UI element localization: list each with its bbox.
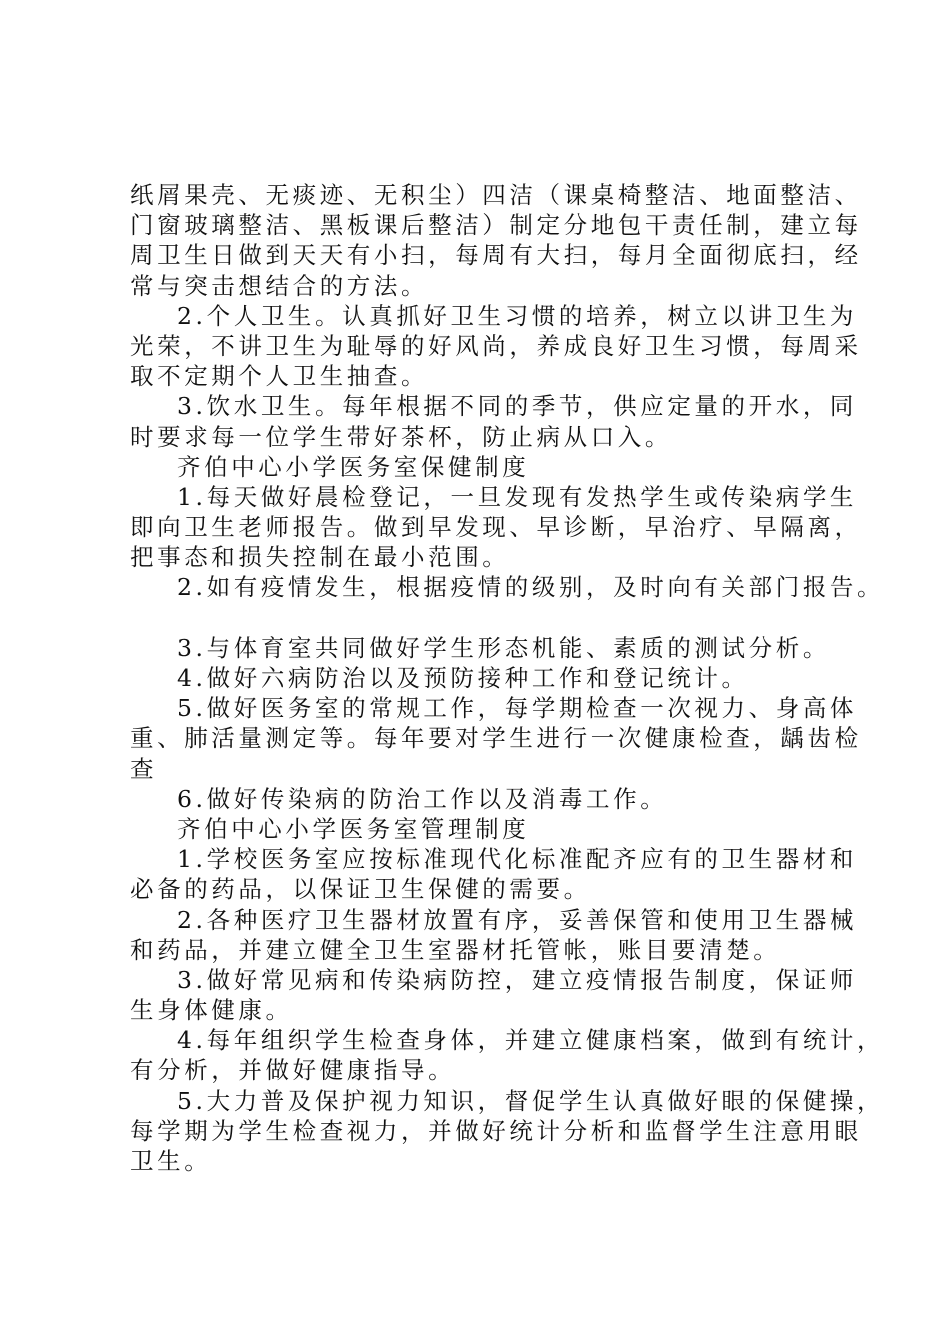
text-line: 取不定期个人卫生抽查。 bbox=[130, 362, 429, 391]
text-line: 周卫生日做到天天有小扫，每周有大扫，每月全面彻底扫，经 bbox=[130, 241, 862, 270]
text-line: 纸屑果壳、无痰迹、无积尘）四洁（课桌椅整洁、地面整洁、 bbox=[130, 181, 862, 209]
paragraph-first-line: 4.每年组织学生检查身体，并建立健康档案，做到有统计， bbox=[177, 1026, 885, 1055]
paragraph-first-line: 3.饮水卫生。每年根据不同的季节，供应定量的开水，同 bbox=[177, 392, 858, 421]
paragraph-first-line: 3.做好常见病和传染病防控，建立疫情报告制度，保证师 bbox=[177, 965, 858, 994]
paragraph-first-line: 2.个人卫生。认真抓好卫生习惯的培养，树立以讲卫生为 bbox=[177, 301, 858, 330]
paragraph-first-line: 1.学校医务室应按标准现代化标准配齐应有的卫生器材和 bbox=[177, 845, 858, 874]
text-line: 常与突击想结合的方法。 bbox=[130, 271, 429, 300]
document-body bbox=[130, 180, 885, 1176]
text-line: 查 bbox=[130, 754, 158, 783]
text-line: 生身体健康。 bbox=[130, 996, 293, 1025]
paragraph-first-line: 2.各种医疗卫生器材放置有序，妥善保管和使用卫生器械 bbox=[177, 905, 858, 934]
text-line: 光荣，不讲卫生为耻辱的好风尚，养成良好卫生习惯，每周采 bbox=[130, 331, 862, 360]
text-line: 必备的药品，以保证卫生保健的需要。 bbox=[130, 875, 591, 904]
text-line: 即向卫生老师报告。做到早发现、早诊断，早治疗、早隔离， bbox=[130, 513, 862, 542]
text-line: 重、肺活量测定等。每年要对学生进行一次健康检查，龋齿检 bbox=[130, 724, 862, 753]
paragraph-first-line: 4.做好六病防治以及预防接种工作和登记统计。 bbox=[177, 664, 749, 692]
paragraph-first-line: 5.做好医务室的常规工作，每学期检查一次视力、身高体 bbox=[177, 694, 858, 723]
text-line: 把事态和损失控制在最小范围。 bbox=[130, 543, 510, 572]
text-line: 时要求每一位学生带好茶杯，防止病从口入。 bbox=[130, 422, 672, 451]
paragraph-first-line: 1.每天做好晨检登记，一旦发现有发热学生或传染病学生 bbox=[177, 482, 858, 511]
blank-line bbox=[130, 603, 840, 633]
paragraph-first-line: 5.大力普及保护视力知识，督促学生认真做好眼的保健操， bbox=[177, 1086, 885, 1115]
paragraph-first-line: 6.做好传染病的防治工作以及消毒工作。 bbox=[177, 784, 668, 813]
paragraph-first-line: 2.如有疫情发生，根据疫情的级别，及时向有关部门报告。 bbox=[177, 573, 885, 602]
paragraph-first-line: 齐伯中心小学医务室管理制度 bbox=[177, 814, 530, 843]
text-line: 有分析，并做好健康指导。 bbox=[130, 1056, 456, 1085]
paragraph-first-line: 齐伯中心小学医务室保健制度 bbox=[177, 452, 530, 481]
text-line: 每学期为学生检查视力，并做好统计分析和监督学生注意用眼 bbox=[130, 1116, 862, 1145]
text-line: 和药品，并建立健全卫生室器材托管帐，账目要清楚。 bbox=[130, 935, 781, 964]
text-line: 门窗玻璃整洁、黑板课后整洁）制定分地包干责任制，建立每 bbox=[130, 211, 862, 240]
text-line: 卫生。 bbox=[130, 1147, 212, 1175]
paragraph-first-line: 3.与体育室共同做好学生形态机能、素质的测试分析。 bbox=[177, 633, 830, 662]
